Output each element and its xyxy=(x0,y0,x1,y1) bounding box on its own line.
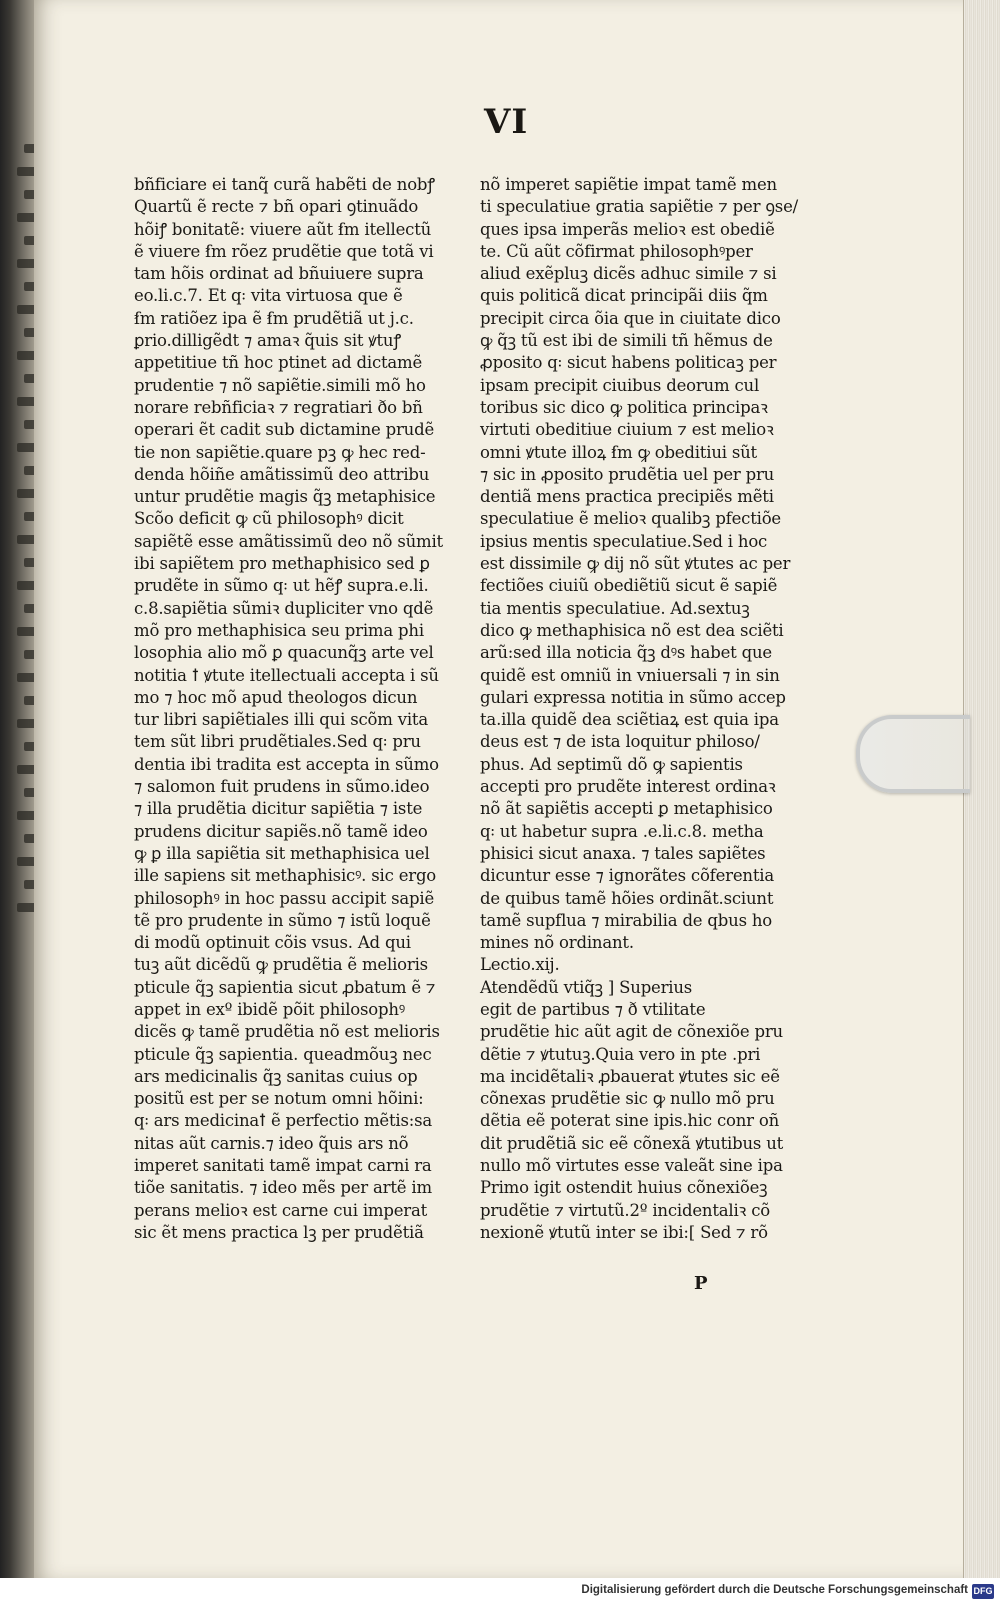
text-line: est dissimile ꝙ dij nõ sũt ꝟtutes ac per xyxy=(480,554,791,574)
text-line: ma incidẽtaliꝛ ꝓbauerat ꝟtutes sic eẽ xyxy=(480,1066,780,1086)
text-line: q꞉ ut habetur supra .e.li.c.8. metha xyxy=(480,821,764,841)
text-line: dentiã mens practica precipiẽs mẽti xyxy=(480,487,774,507)
text-line: ipsam precipit ciuibus deorum cul xyxy=(480,375,760,395)
text-line: ẜm ratiõez ipa ẽ ẜm prudẽtiã ut j.c. xyxy=(134,308,414,328)
text-line: mo ⁊ hoc mõ apud theologos dicun xyxy=(134,687,418,707)
text-line: denda hõiñe amãtissimũ deo attribu xyxy=(134,464,430,484)
text-line: q꞉ ars medicinaꝉ ẽ perfectio mẽtis:sa xyxy=(134,1111,433,1131)
text-line: quis politicã dicat principãi diis q̃m xyxy=(480,286,768,306)
text-line: prudẽte in sũmo q꞉ ut hẽꝭ supra.e.li. xyxy=(134,576,429,596)
text-line: tur libri sapiẽtiales illi qui scõm vita xyxy=(134,710,428,730)
text-line: phus. Ad septimũ dõ ꝙ sapientis xyxy=(480,754,743,774)
text-line: dico ꝙ methaphisica nõ est dea sciẽti xyxy=(480,620,784,640)
text-line: prudẽtie ⁊ virtutũ.2º incidentaliꝛ cõ xyxy=(480,1200,770,1220)
text-line: nõ imperet sapiẽtie impat tamẽ men xyxy=(480,175,777,194)
text-line: c.8.sapiẽtia sũmiꝛ dupliciter vno qdẽ xyxy=(134,598,434,618)
text-line: Lectio.xij. xyxy=(480,955,560,975)
text-line: ẽ viuere ẜm rõez prudẽtie que totã vi xyxy=(134,241,434,261)
text-line: tem sũt libri prudẽtiales.Sed q꞉ pru xyxy=(134,732,421,752)
text-line: appet in exº ibidẽ põit philosophꝰ xyxy=(134,999,405,1019)
text-line: Atendẽdũ vtiq̃ꝫ ] Superius xyxy=(480,977,693,997)
text-line: ille sapiens sit methaphisicꝰ. sic ergo xyxy=(134,866,437,886)
text-line: mines nõ ordinant. xyxy=(480,933,634,953)
text-line: eo.li.c.7. Et q꞉ vita virtuosa que ẽ xyxy=(134,286,403,306)
text-line: imperet sanitati tamẽ impat carni ra xyxy=(134,1156,432,1176)
text-line: norare rebñficiaꝛ ⁊ regratiari ðo bñ xyxy=(134,397,423,417)
text-line: tamẽ supflua ⁊ mirabilia de qbus ho xyxy=(480,910,773,930)
text-line: phisici sicut anaxa. ⁊ tales sapiẽtes xyxy=(480,843,766,863)
text-line: fectiões ciuiũ obediẽtiũ sicut ẽ sapiẽ xyxy=(480,576,778,596)
text-line: sapiẽtẽ esse amãtissimũ deo nõ sũmit xyxy=(134,531,443,551)
text-line: ipsius mentis speculatiue.Sed i hoc xyxy=(480,531,768,551)
text-line: di modũ optinuit cõis vsus. Ad qui xyxy=(134,933,411,953)
folio-number: VI xyxy=(484,102,529,142)
text-line: perans melioꝛ est carne cui imperat xyxy=(134,1200,428,1220)
text-line: untur prudẽtie magis q̃ꝫ metaphisice xyxy=(134,487,436,507)
text-line: cõnexas prudẽtie sic ꝙ nullo mõ pru xyxy=(480,1089,775,1109)
text-line: positũ est per se notum omni hõini: xyxy=(134,1089,424,1109)
text-line: Scõo deficit ꝙ cũ philosophꝰ dicit xyxy=(134,509,404,529)
text-line: pticule q̃ꝫ sapientia. queadmõuꝫ nec xyxy=(134,1044,432,1064)
footer-bar xyxy=(0,1578,1000,1607)
text-line: precipit circa õia que in ciuitate dico xyxy=(480,308,781,328)
text-line: philosophꝰ in hoc passu accipit sapiẽ xyxy=(134,888,435,908)
text-line: ars medicinalis q̃ꝫ sanitas cuius op xyxy=(134,1066,418,1086)
text-line: nexionẽ ꝟtutũ inter se ibi:[ Sed ⁊ rõ xyxy=(480,1222,768,1242)
page xyxy=(34,0,964,1578)
text-line: omni ꝟtute illoꝝ ẜm ꝙ obeditiui sũt xyxy=(480,442,757,462)
text-line: ⁊ illa prudẽtia dicitur sapiẽtia ⁊ iste xyxy=(134,799,423,819)
text-line: ꝓposito q꞉ sicut habens politicaꝫ per xyxy=(480,353,777,373)
text-line: de quibus tamẽ hõies ordinãt.sciunt xyxy=(480,888,774,908)
text-line: ques ipsa imperãs melioꝛ est obediẽ xyxy=(480,219,775,239)
text-line: pticule q̃ꝫ sapientia sicut ꝓbatum ẽ ⁊ xyxy=(134,977,436,997)
text-line: bñficiare ei tanq̃ curã habẽti de nobꝭ xyxy=(134,175,435,194)
text-line: mõ pro methaphisica seu prima phi xyxy=(134,620,424,640)
right-text-column xyxy=(480,174,798,1244)
text-line: ꝙ q̃ꝫ tũ est ibi de simili tñ hẽmus de xyxy=(480,331,773,351)
text-line: dentia ibi tradita est accepta in sũmo xyxy=(134,754,439,774)
text-line: tie non sapiẽtie.quare pꝫ ꝙ hec red- xyxy=(134,442,426,462)
text-line: te. Cũ aũt cõfirmat philosophꝰper xyxy=(480,241,753,261)
text-line: notitia ꝉ ꝟtute itellectuali accepta i sũ xyxy=(134,665,439,685)
text-line: ꝙ ꝑ illa sapiẽtia sit methaphisica uel xyxy=(134,843,430,863)
text-line: Primo igit ostendit huius cõnexiõeꝫ xyxy=(480,1178,768,1198)
text-line: tiõe sanitatis. ⁊ ideo mẽs per artẽ im xyxy=(134,1178,432,1198)
text-line: ⁊ sic in ꝓposito prudẽtia uel per pru xyxy=(480,464,775,484)
text-line: nitas aũt carnis.⁊ ideo q̃uis ars nõ xyxy=(134,1133,409,1153)
text-line: tam hõis ordinat ad bñuiuere supra xyxy=(134,264,424,284)
text-line: tẽ pro prudente in sũmo ⁊ istũ loquẽ xyxy=(134,910,431,930)
text-line: toribus sic dico ꝙ politica principaꝛ xyxy=(480,397,768,417)
text-line: Quartũ ẽ recte ⁊ bñ opari ꝯtinuãdo xyxy=(134,197,419,217)
text-line: dit prudẽtiã sic eẽ cõnexã ꝟtutibus ut xyxy=(480,1133,784,1153)
footer-credit: Digitalisierung gefördert durch die Deutsche Forschungsgemeinschaft xyxy=(581,1584,968,1596)
text-line: ⁊ salomon fuit prudens in sũmo.ideo xyxy=(134,777,430,797)
text-line: egit de partibus ⁊ ð vtilitate xyxy=(480,999,706,1019)
text-line: dicuntur esse ⁊ ignorãtes cõferentia xyxy=(480,866,774,886)
text-line: ta.illa quidẽ dea sciẽtiaꝝ est quia ipa xyxy=(480,710,779,730)
text-line: tuꝫ aũt dicẽdũ ꝙ prudẽtia ẽ melioris xyxy=(134,955,428,975)
text-line: appetitiue tñ hoc ptinet ad dictamẽ xyxy=(134,353,423,373)
text-line: prudẽtie hic aũt agit de cõnexiõe pru xyxy=(480,1022,783,1042)
text-line: prudentie ⁊ nõ sapiẽtie.simili mõ ho xyxy=(134,375,426,395)
page-clip xyxy=(856,715,970,793)
text-line: dẽtia eẽ poterat sine ipis.hic conr oñ xyxy=(480,1111,780,1131)
text-line: ti speculatiue gratia sapiẽtie ⁊ per ꝯse/ xyxy=(480,197,798,217)
text-line: dẽtie ⁊ ꝟtutuꝫ.Quia vero in pte .pri xyxy=(480,1044,761,1064)
catchword: P xyxy=(694,1273,708,1294)
text-line: gulari expressa notitia in sũmo accep xyxy=(480,687,786,707)
text-line: virtuti obeditiue ciuium ⁊ est melioꝛ xyxy=(480,420,774,440)
text-line: losophia alio mõ ꝑ quacunq̃ꝫ arte vel xyxy=(134,643,434,663)
text-line: speculatiue ẽ melioꝛ qualibꝫ pfectiõe xyxy=(480,509,781,529)
text-line: prudens dicitur sapiẽs.nõ tamẽ ideo xyxy=(134,821,428,841)
text-line: accepti pro prudẽte interest ordinaꝛ xyxy=(480,777,776,797)
text-line: quidẽ est omniũ in vniuersali ⁊ in sin xyxy=(480,665,780,685)
text-line: ibi sapiẽtem pro methaphisico sed ꝑ xyxy=(134,554,430,574)
dfg-logo: DFG xyxy=(972,1584,994,1599)
text-line: sic ẽt mens practica lꝫ per prudẽtiã xyxy=(134,1222,424,1242)
text-line: ꝑrio.dilligẽdt ⁊ amaꝛ q̃uis sit ꝟtuꝭ xyxy=(134,331,401,351)
left-text-column xyxy=(134,174,454,1244)
text-line: deus est ⁊ de ista loquitur philoso/ xyxy=(480,732,760,752)
text-line: arũ:sed illa noticia q̃ꝫ dꝰs habet que xyxy=(480,643,772,663)
text-line: dicẽs ꝙ tamẽ prudẽtia nõ est melioris xyxy=(134,1022,440,1042)
text-line: tia mentis speculatiue. Ad.sextuꝫ xyxy=(480,598,750,618)
text-line: operari ẽt cadit sub dictamine prudẽ xyxy=(134,420,435,440)
text-line: hõiꝭ bonitatẽ: viuere aũt ẜm itellectũ xyxy=(134,219,432,239)
text-line: nõ ãt sapiẽtis accepti ꝑ metaphisico xyxy=(480,799,773,819)
text-line: aliud exẽpluꝫ dicẽs adhuc simile ⁊ si xyxy=(480,264,777,284)
text-line: nullo mõ virtutes esse valeãt sine ipa xyxy=(480,1156,783,1176)
